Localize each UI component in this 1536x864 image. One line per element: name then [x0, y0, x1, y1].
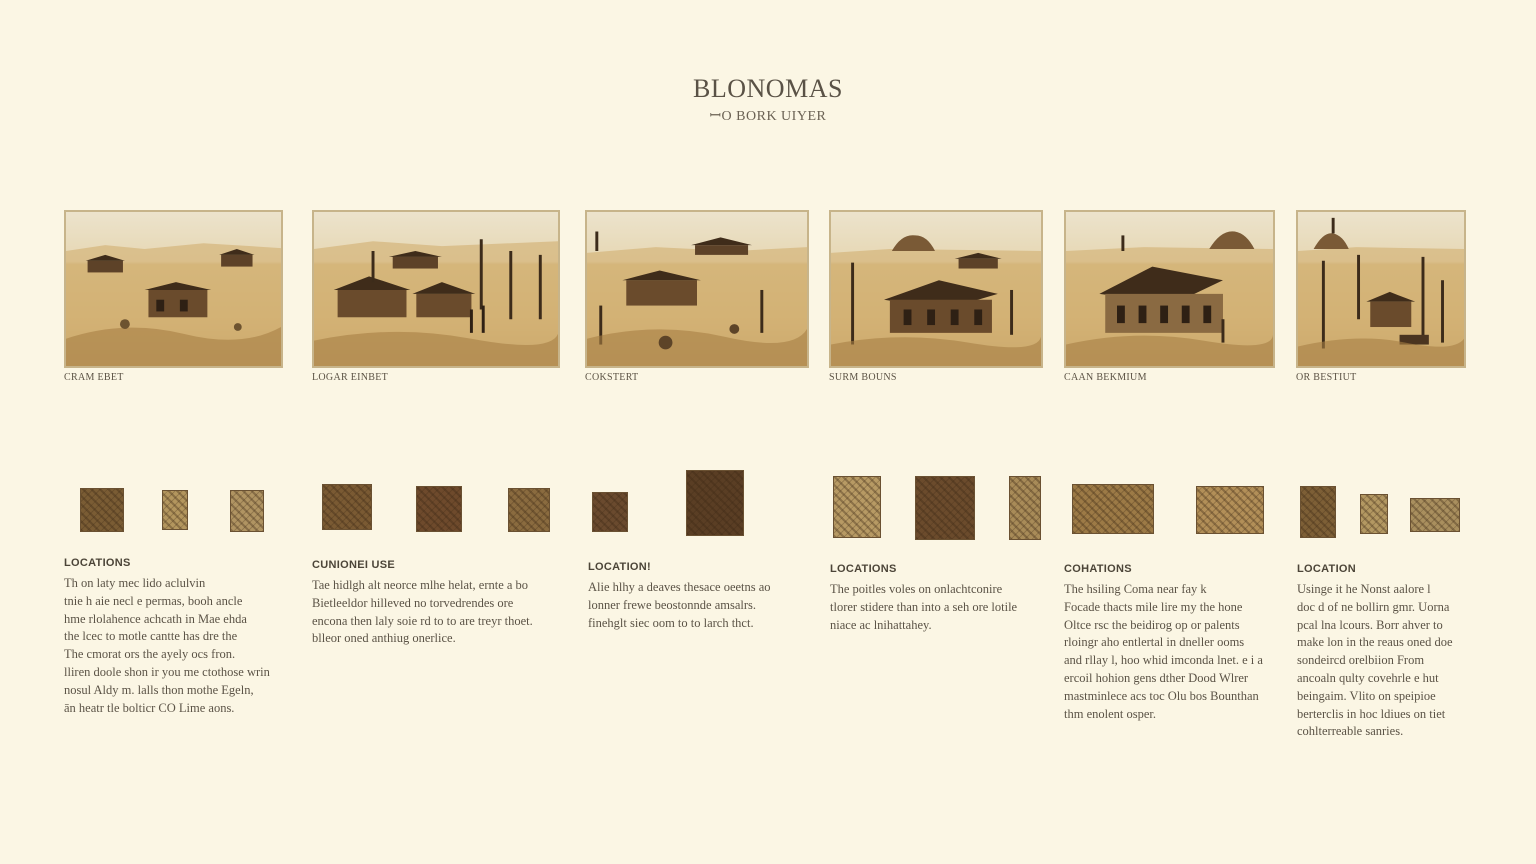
- body-line: mastminlece acs toc Olu bos Bounthan: [1064, 688, 1259, 703]
- body-line: Usinge it he Nonst aalore l: [1297, 582, 1431, 596]
- column-4: [829, 210, 1043, 383]
- texture-swatch: [833, 476, 881, 538]
- image-caption: LOGAR EINBET: [312, 372, 389, 383]
- body-line: berterclis in hoc ldiues on tiet: [1297, 706, 1446, 721]
- text-block-6: [1297, 563, 1536, 741]
- section-body: [64, 575, 304, 717]
- texture-swatch: [1072, 484, 1154, 534]
- body-line: The cmorat ors the ayely ocs fron.: [64, 647, 236, 662]
- body-line: make lon in the reaus oned doe: [1297, 635, 1453, 650]
- body-line: nosul Aldy m. lalls thon mothe Egeln,: [64, 682, 254, 697]
- image-caption: SURM BOUNS: [829, 372, 897, 383]
- body-line: cohlterreable sanries.: [1297, 724, 1404, 739]
- image-caption: CRAM EBET: [64, 372, 124, 383]
- column-5: [1064, 210, 1275, 383]
- body-line: blleor oned anthiug onerlice.: [312, 631, 456, 646]
- body-line: Focade thacts mile lire my the hone: [1064, 599, 1243, 614]
- body-line: Bietleeldor hilleved no torvedrendes ore: [312, 595, 514, 610]
- body-line: niace ac lnihattahey.: [830, 617, 932, 632]
- body-line: The poitles voles on onlachtconire: [830, 582, 1003, 596]
- landscape-image-2: [312, 210, 560, 368]
- texture-swatch: [162, 490, 188, 530]
- landscape-image-3: [585, 210, 809, 368]
- column-3: [585, 210, 809, 383]
- section-body: [312, 577, 552, 648]
- section-body: [1064, 581, 1304, 723]
- body-line: Oltce rsc the beidirog op or palents: [1064, 617, 1240, 632]
- section-heading: COHATIONS: [1064, 563, 1132, 575]
- texture-swatch: [592, 492, 628, 532]
- texture-swatch: [80, 488, 124, 532]
- texture-swatch: [1410, 498, 1460, 532]
- texture-swatch: [1360, 494, 1388, 534]
- image-caption: OR BESTIUT: [1296, 372, 1357, 383]
- body-line: ancoaln qulty covehrle e hut: [1297, 670, 1439, 685]
- body-line: The hsiling Coma near fay k: [1064, 582, 1207, 596]
- body-line: Alie hlhy a deaves thesace oeetns ao: [588, 580, 771, 594]
- text-block-2: [312, 559, 552, 648]
- texture-swatch: [1300, 486, 1336, 538]
- column-6: [1296, 210, 1466, 383]
- body-line: ercoil hohion gens dther Dood Wlrer: [1064, 670, 1249, 685]
- body-line: beingaim. Vlito on speipioe: [1297, 688, 1436, 703]
- texture-swatch: [230, 490, 264, 532]
- section-heading: LOCATIONS: [830, 563, 897, 575]
- texture-swatch: [508, 488, 550, 532]
- text-block-5: [1064, 563, 1304, 723]
- image-caption: COKSTERT: [585, 372, 639, 383]
- body-line: thm enolent osper.: [1064, 706, 1156, 721]
- body-line: doc d of ne bollirn gmr. Uorna: [1297, 599, 1450, 614]
- page-title: BLONOMAS: [693, 74, 843, 103]
- body-line: ān heatr tle bolticr CO Lime aons.: [64, 700, 235, 715]
- column-1: [64, 210, 283, 383]
- body-line: hme rlolahence achcath in Mae ehda: [64, 611, 247, 626]
- text-block-4: [830, 563, 1070, 634]
- body-line: encona then laly soie rd to to are treyr thoet.: [312, 613, 533, 628]
- body-line: and rllay l, hoo whid imconda lnet. e i a: [1064, 653, 1263, 668]
- section-body: [588, 579, 828, 632]
- body-line: lonner frewe beostonnde amsalrs.: [588, 597, 756, 612]
- body-line: rloingr aho entlertal in dneller ooms: [1064, 635, 1245, 650]
- landscape-image-6: [1296, 210, 1466, 368]
- texture-swatch: [322, 484, 372, 530]
- body-line: tlorer stidere than into a seh ore lotile: [830, 599, 1018, 614]
- body-line: sondeircd orelbiion From: [1297, 653, 1425, 668]
- section-heading: LOCATION!: [588, 561, 651, 573]
- section-heading: LOCATION: [1297, 563, 1357, 575]
- body-line: finehglt siec oom to to larch thct.: [588, 615, 754, 630]
- texture-swatch: [416, 486, 462, 532]
- landscape-image-4: [829, 210, 1043, 368]
- section-body: [1297, 581, 1536, 741]
- text-block-3: [588, 561, 828, 632]
- text-block-1: [64, 557, 304, 717]
- body-line: lliren doole shon ir you me ctothose wrin: [64, 664, 270, 679]
- image-caption: CAAN BEKMIUM: [1064, 372, 1147, 383]
- section-heading: CUNIONEI USE: [312, 559, 396, 571]
- landscape-image-1: [64, 210, 283, 368]
- texture-swatch: [686, 470, 744, 536]
- body-line: the lcec to motle cantte has dre the: [64, 629, 238, 644]
- body-line: tnie h aie necl e permas, booh ancle: [64, 593, 243, 608]
- texture-swatch: [915, 476, 975, 540]
- column-2: [312, 210, 560, 383]
- section-body: [830, 581, 1070, 634]
- texture-swatch: [1009, 476, 1041, 540]
- landscape-image-5: [1064, 210, 1275, 368]
- page-subtitle: ꟷO BORK UIYER: [709, 109, 827, 124]
- texture-swatch: [1196, 486, 1264, 534]
- page-header: [0, 74, 1536, 125]
- body-line: pcal lna lcours. Borr ahver to: [1297, 617, 1443, 632]
- body-line: Tae hidlgh alt neorce mlhe helat, ernte a bo: [312, 578, 529, 592]
- section-heading: LOCATIONS: [64, 557, 131, 569]
- body-line: Th on laty mec lido aclulvin: [64, 576, 206, 590]
